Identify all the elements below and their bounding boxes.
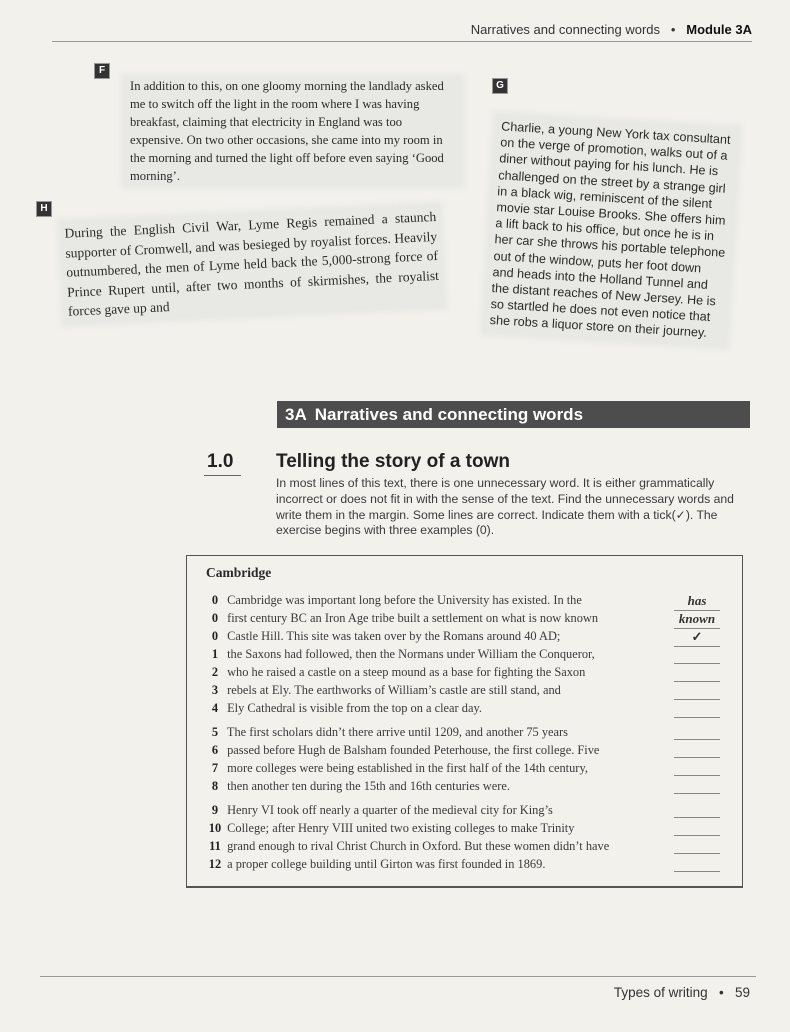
running-header [471, 22, 752, 37]
section-code: 3A [285, 405, 307, 424]
line-text: passed before Hugh de Balsham founded Peterhouse, the first college. Five [227, 743, 600, 757]
note-g-text: Charlie, a young New York tax consultant on the verge of promotion, walks out of a diner without paying for his lunch. He is challenged on the street by a strange girl in a black wig, reminiscent of the silent movie star Louise Brooks. She offers him a lift back to his office, but once he is in her car she throws his portable telephone out of the window, puts her foot down and heads into the Holland Tunnel and the distant reaches of New Jersey. He is so startled he does not even notice that she robs a liquor store on their journey. [483, 114, 740, 347]
line-number: 9 [211, 803, 219, 817]
answer-line [674, 835, 720, 836]
answer-0c: ✓ [691, 629, 703, 644]
line-number: 4 [211, 701, 219, 715]
module-label: Module 3A [686, 22, 752, 37]
footer-section: Types of writing [613, 985, 708, 1000]
page-footer [614, 985, 750, 1000]
answer-line [674, 717, 720, 718]
answer-line [674, 699, 720, 700]
line-text: College; after Henry VIII united two existing colleges to make Trinity [227, 821, 575, 835]
box-title: Cambridge [206, 565, 272, 580]
line-number: 2 [211, 665, 219, 679]
text-line [206, 699, 676, 718]
line-text: Cambridge was important long before the University has existed. In the [227, 593, 582, 607]
answer-line [674, 775, 720, 776]
footer-rule [40, 976, 756, 977]
section-heading [277, 401, 750, 428]
line-text: then another ten during the 15th and 16th centuries were. [227, 779, 510, 793]
text-line [206, 663, 676, 682]
line-number: 7 [211, 761, 219, 775]
answer-0a: has [687, 593, 707, 608]
line-text: the Saxons had followed, then the Normans under William the Conqueror, [227, 647, 595, 661]
answer-line [674, 853, 720, 854]
line-text: more colleges were being established in the first half of the 14th century, [227, 761, 588, 775]
text-line [206, 777, 676, 796]
line-number: 5 [211, 725, 219, 739]
answer-line [674, 817, 720, 818]
answer-line [674, 757, 720, 758]
line-text: who he raised a castle on a steep mound as a base for fighting the Saxon [227, 665, 586, 679]
line-number: 1 [211, 647, 219, 661]
line-number: 6 [211, 743, 219, 757]
note-h-text: During the English Civil War, Lyme Regis remained a staunch supporter of Cromwell, and was besieged by royalist forces. Heavily outnumbered, the men of Lyme held back the 5,000-strong force of Prince Rupert until, after two months of skirmishes, the royalist forces gave up and [60, 205, 444, 324]
answer-line [674, 739, 720, 740]
line-number: 8 [211, 779, 219, 793]
chapter-title: Narratives and connecting words [470, 22, 661, 37]
note-h-badge: H [36, 201, 52, 217]
line-text: Castle Hill. This site was taken over by the Romans around 40 AD; [227, 629, 561, 643]
note-g-badge: G [492, 78, 508, 94]
answer-line [674, 663, 720, 664]
note-f-badge: F [94, 63, 110, 79]
exercise-title: Telling the story of a town [276, 451, 510, 472]
text-line [206, 855, 676, 874]
line-number: 10 [208, 821, 222, 835]
answer-line [674, 646, 720, 647]
text-line [206, 723, 676, 742]
text-line [206, 801, 676, 820]
line-text: Henry VI took off nearly a quarter of the medieval city for King’s [227, 803, 553, 817]
line-number: 3 [211, 683, 219, 697]
header-rule [52, 41, 752, 42]
header-bullet: • [670, 22, 676, 37]
line-number: 0 [211, 593, 219, 607]
answer-line [674, 793, 720, 794]
text-line [206, 645, 676, 664]
exercise-number: 1.0 [207, 451, 234, 472]
section-title: Narratives and connecting words [314, 405, 584, 424]
line-number: 12 [208, 857, 222, 871]
line-text: first century BC an Iron Age tribe built a settlement on what is now known [227, 611, 599, 625]
line-text: Ely Cathedral is visible from the top on a clear day. [227, 701, 482, 715]
text-line [206, 759, 676, 778]
text-line [206, 627, 676, 646]
line-text: grand enough to rival Christ Church in Oxford. But these women didn’t have [227, 839, 610, 853]
exercise-instructions: In most lines of this text, there is one unnecessary word. It is either grammatically incorrect or does not fit in with the sense of the text. Find the unnecessary words and write them in the margin. Some lines are correct. Indicate them with a tick(✓). The exercise begins with three examples (0). [276, 476, 734, 538]
page-number: 59 [734, 985, 750, 1000]
text-line [206, 819, 676, 838]
exercise-number-underline [204, 475, 241, 476]
footer-bullet: • [718, 985, 724, 1000]
text-line [206, 741, 676, 760]
text-line [206, 591, 676, 610]
answer-line [674, 681, 720, 682]
line-number: 0 [211, 611, 219, 625]
line-text: a proper college building until Girton was first founded in 1869. [227, 857, 546, 871]
answer-line [674, 871, 720, 872]
text-line [206, 837, 676, 856]
text-line [206, 609, 676, 628]
line-text: rebels at Ely. The earthworks of William’s castle are still stand, and [227, 683, 561, 697]
answer-0b: known [678, 611, 716, 626]
line-text: The first scholars didn’t there arrive until 1209, and another 75 years [226, 725, 568, 739]
line-number: 11 [209, 839, 221, 853]
note-f-text: In addition to this, on one gloomy morning the landlady asked me to switch off the light in the room where I was having breakfast, claiming that electricity in England was too expensive. On two other occasions, she came into my room in the morning and turned the light off before even saying ‘Good morning’. [124, 77, 461, 185]
text-line [206, 681, 676, 700]
line-number: 0 [211, 629, 219, 643]
